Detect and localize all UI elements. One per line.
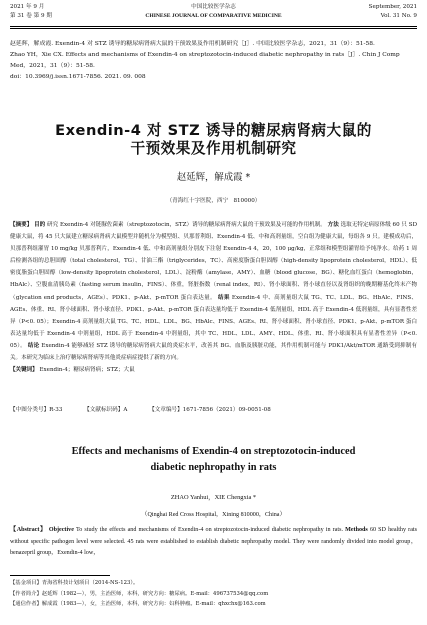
citation-cn: 赵延辉，解成霞. Exendin-4 对 STZ 诱导的糖尿病肾病大鼠的干预效果及作用机制研究［J］. 中国比较医学杂志，2021，31（9）：51-58. [10, 41, 375, 47]
header-journal-en: CHINESE JOURNAL OF COMPARATIVE MEDICINE [145, 13, 282, 19]
clc-number: 【中图分类号】R-33 [10, 407, 63, 413]
affiliation-en: （Qinghai Red Cross Hospital，Xining 810000，China） [141, 512, 286, 518]
methods-text-en: 60 SD healthy rats without specific pathogen level were selected. 45 rats were established to establish diabetic nephropathy model. They were randomly divided into model group，benazepril group，Exendin-4 low， [10, 527, 419, 557]
header-volume-en: Vol. 31 No. 9 [380, 13, 417, 19]
footnote-corresponding: 【通信作者】解成霞（1983—），女，主治医师，本科，研究方向：妇科肿瘤。E-mail：qhxchx@163.com [10, 601, 266, 608]
header-rule-thin [10, 28, 417, 29]
header-date-en: September, 2021 [368, 4, 417, 10]
authors-cn: 赵延辉，解成霞 * [176, 172, 251, 183]
article-title-cn: Exendin-4 对 STZ 诱导的糖尿病肾病大鼠的 干预效果及作用机制研究 [55, 122, 372, 157]
keywords-label-cn: 【关键词】 [10, 367, 38, 374]
citation-en: Zhao YH，Xie CX. Effects and mechanisms of Exendin-4 on streptozotocin-induced diabetic nephropathy in rats［J］. Chin J Comp Med，2021，31（9）：51-58. [10, 52, 402, 70]
objective-text-en: To study the effects and mechanisms of Exendin-4 on streptozotocin-induced diabetic nephropathy in rats. [75, 527, 343, 533]
conclusion-text-cn: Exendin-4 能够减轻 STZ 诱导的糖尿病肾病大鼠的炎症水平，改善其 BG、血脂及胰脏功能，其作用机制可能与 PDK1/Akt/mTOR 通路受到抑制有关。本研究为临床上治疗糖尿病肾病等其他炎症病症提供了新的方向。 [10, 342, 418, 362]
citation-block [10, 39, 419, 83]
conclusion-label-cn: 结论 [27, 342, 40, 349]
authors-en: ZHAO Yanhui，XIE Chengxia * [170, 494, 257, 501]
abstract-label-cn: 【摘要】 [10, 222, 33, 228]
article-number: 【文章编号】1671-7856（2021）09-0051-08 [149, 407, 271, 413]
keywords-text-cn: Exendin-4；糖尿病肾病；STZ；大鼠 [39, 367, 135, 374]
footnote-author: 【作者简介】赵延辉（1982—），男，主治医师，本科，研究方向：糖尿病。E-mail：496737534@qq.com [10, 590, 269, 597]
methods-text-cn: 选取无特定病原体级 60 只 SD 健康大鼠，将 45 只大鼠建立糖尿病肾病大鼠模型并随机分为模型组、贝那普利组、Exendin-4 低、中和高剂量组，空白组为健康大鼠，每组各 9 只。建模成功后，贝那普利组灌胃 10 mg/kg 贝那普利片，Exendin-4 低、中和高剂量组分别皮下注射 Exendin-4 4，20，100 μg/kg，正常组和模型组灌胃给予纯净水。给药 1 周后检测各组的总胆固醇（total cholesterol，TG）、甘油三酯（triglycerides，TC）、高密度脂蛋白胆固醇（high-density lipoprotein cholesterol，HDL）、低密度脂蛋白胆固醇（low-density lipoprotein cholesterol，LDL）、淀粉酶（amylase，AMY）、血糖（blood glucose，BG）、糖化血红蛋白（hemoglobin，HbAlc）、空腹血清胰岛素（fasting serum insulin，FINS）、体重，肾脏指数（renal index，RI）、肾小球面积、肾小球直径以及肾组织的晚期糖基化终末产物（glycation end products，AGEs）、PDK1、p-Akt、p-mTOR 蛋白表达量。 [10, 222, 419, 301]
abstract-label-en: 【Abstract】 [10, 527, 47, 533]
running-header [10, 4, 417, 26]
header-volume-cn: 第 31 卷 第 9 期 [10, 13, 52, 19]
header-journal-cn: 中国比较医学杂志 [191, 4, 236, 10]
objective-label-cn: 目的 [34, 222, 46, 228]
methods-label-cn: 方法 [327, 222, 339, 228]
footnotes [10, 578, 417, 610]
footnote-rule [10, 575, 110, 576]
doi-link[interactable]: doi：10.3969/j.issn.1671-7856. 2021. 09. 008 [10, 74, 146, 81]
methods-label-en: Methods [345, 527, 368, 533]
header-date-cn: 2021 年 9 月 [10, 4, 45, 10]
abstract-en [10, 525, 417, 560]
objective-text-cn: 研究 Exendin-4 对链脲佐菌素（streptozotocin，STZ）诱导的糖尿病肾病大鼠的干预效果及可能的作用机制。 [47, 222, 326, 228]
document-code: 【文献标识码】A [84, 407, 128, 413]
affiliation-cn: （青海红十字医院，西宁 810000） [166, 198, 261, 204]
footnote-fund: 【基金项目】青海省科技计划项目（2014-NS-123）。 [10, 580, 139, 586]
header-rule [10, 26, 417, 27]
results-text-cn: Exendin-4 中、高剂量组大鼠 TG、TC、LDL、BG、HbAlc、FINS、AGEs、体重、RI、肾小球面积、肾小球直径、PDK1、p-Akt、p-mTOR 蛋白表达量均低于 Exendin-4 低剂量组，HDL 高于 Exendin-4 低剂量组，具有显著性差异（P<0. 05）；Exendin-4 高剂量组大鼠 TG、TC、HDL、LDL、BG、HbAlc、FINS、AGEs、RI、肾小球面积、肾小球直径、PDK1、p-Akt、p-mTOR 蛋白表达量均低于 Exendin-4 中剂量组，HDL 高于 Exendin-4 中剂量组，其中 TC、HDL、LDL、AMY、HDL、体重、RI、肾小球面积具有显著性差异（P<0. 05）。 [10, 294, 419, 349]
article-title-en: Effects and mechanisms of Exendin-4 on streptozotocin-induced diabetic nephropathy in rats [71, 446, 356, 473]
objective-label-en: Objective [48, 527, 74, 533]
results-label-cn: 结果 [218, 294, 230, 301]
abstract-cn [10, 219, 417, 376]
classification-row [10, 405, 417, 413]
